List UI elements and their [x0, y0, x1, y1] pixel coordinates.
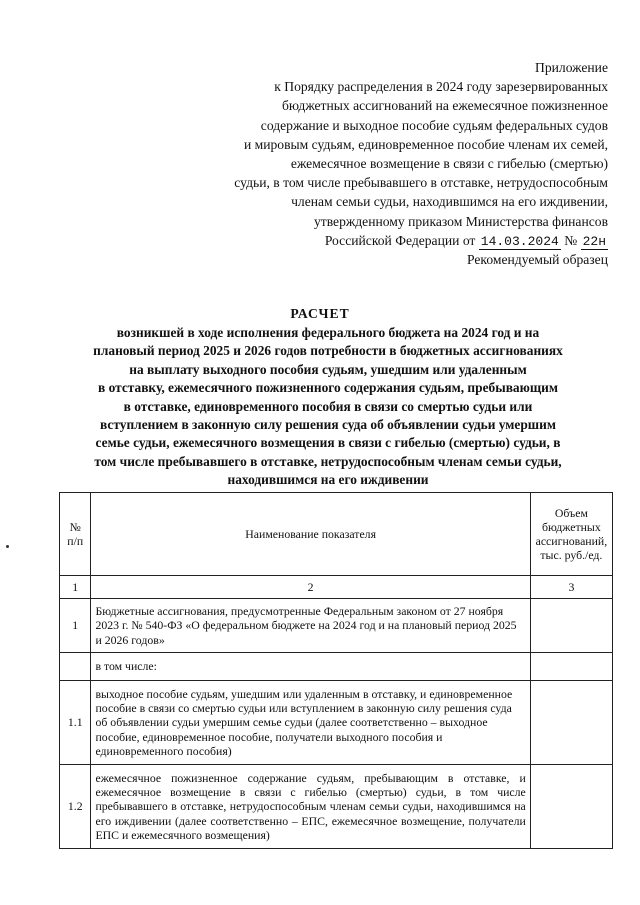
row-number: 1.2 — [60, 765, 91, 849]
row-value — [530, 765, 612, 849]
row-text: ежемесячное пожизненное содержание судьям, пребывающим в отставке, и ежемесячное возмещение в связи с гибелью (смертью) судьи, в том числе пребывавшего в отставке, нетрудоспособным членам семьи судьи, находившимся на его иждивении (далее соответственно – ЕПС, ежемесячное возмещение, получатели ЕПС и ежемесячного возмещения) — [91, 765, 530, 849]
row-value — [530, 653, 612, 681]
row-value — [530, 599, 612, 653]
row-text: Бюджетные ассигнования, предусмотренные Федеральным законом от 27 ноября 2023 г. № 540-ФЗ «О федеральном бюджете на 2024 год и на плановый период 2025 и 2026 годов» — [91, 599, 530, 653]
calculation-table — [59, 492, 613, 849]
row-number: 1.1 — [60, 681, 91, 765]
appendix-line: утвержденному приказом Министерства финансов — [313, 213, 608, 229]
appendix-line: к Порядку распределения в 2024 году зарезервированных — [274, 79, 608, 95]
appendix-line: ежемесячное возмещение в связи с гибелью (смертью) — [290, 156, 608, 172]
table-row — [60, 765, 613, 849]
row-number: 1 — [60, 599, 91, 653]
document-subtitle — [58, 324, 598, 490]
appendix-line: Приложение — [535, 60, 608, 75]
appendix-line: содержание и выходное пособие судьям федеральных судов — [260, 117, 608, 133]
appendix-line: членам семьи судьи, находившимся на его иждивении, — [291, 194, 608, 210]
subtitle-line: плановый период 2025 и 2026 годов потребности в бюджетных ассигнованиях — [93, 343, 563, 359]
appendix-line: бюджетных ассигнований на ежемесячное пожизненное — [282, 98, 608, 114]
subtitle-line: в отставку, ежемесячного пожизненного содержания судьям, пребывающим — [97, 380, 558, 396]
appendix-line: судьи, в том числе пребывавшего в отставке, нетрудоспособным — [234, 175, 608, 191]
column-number: 3 — [530, 576, 612, 599]
row-number — [60, 653, 91, 681]
order-reference — [48, 231, 608, 251]
subtitle-line: том числе пребывавшего в отставке, нетрудоспособным членам семьи судьи, — [94, 453, 562, 469]
table-header-row — [60, 493, 613, 576]
column-numbers-row — [60, 576, 613, 599]
header-amount: Объем бюджетных ассигнований, тыс. руб./ед. — [530, 493, 612, 576]
appendix-header — [48, 58, 608, 251]
subtitle-line: возникшей в ходе исполнения федерального бюджета на 2024 год и на — [116, 325, 540, 340]
scan-speck — [6, 545, 9, 548]
row-text: выходное пособие судьям, ушедшим или удаленным в отставку, и единовременное пособие в связи со смертью судьи или вступлением в законную силу решения суда об объявлении судьи умершим семье судьи (далее соответственно – выходное пособие, единовременное пособие, получатели выходного пособия и единовременного пособия) — [91, 681, 530, 765]
table-row — [60, 599, 613, 653]
order-prefix: Российской Федерации от — [324, 232, 476, 248]
column-number: 2 — [91, 576, 530, 599]
subtitle-line: на выплату выходного пособия судьям, ушедшим или удаленным — [129, 361, 527, 377]
subtitle-line: находившимся на его иждивении — [227, 472, 429, 488]
table-row — [60, 681, 613, 765]
appendix-line: и мировым судьям, единовременное пособие членам их семей, — [243, 136, 608, 152]
table-row — [60, 653, 613, 681]
document-title: РАСЧЕТ — [290, 306, 350, 321]
row-value — [530, 681, 612, 765]
order-number-sign: № — [564, 232, 578, 248]
subtitle-line: в отставке, единовременного пособия в связи со смертью судьи или — [123, 398, 533, 414]
subtitle-line: семье судьи, ежемесячного возмещения в связи с гибелью (смертью) судьи, в — [95, 435, 561, 451]
header-indicator: Наименование показателя — [91, 493, 530, 576]
subtitle-line: вступлением в законную силу решения суда об объявлении судьи умершим — [100, 417, 556, 433]
sample-label: Рекомендуемый образец — [467, 252, 608, 267]
order-number: 22н — [582, 233, 606, 249]
row-text: в том числе: — [91, 653, 530, 681]
order-date: 14.03.2024 — [480, 233, 559, 249]
column-number: 1 — [60, 576, 91, 599]
header-number: № п/п — [60, 493, 91, 576]
